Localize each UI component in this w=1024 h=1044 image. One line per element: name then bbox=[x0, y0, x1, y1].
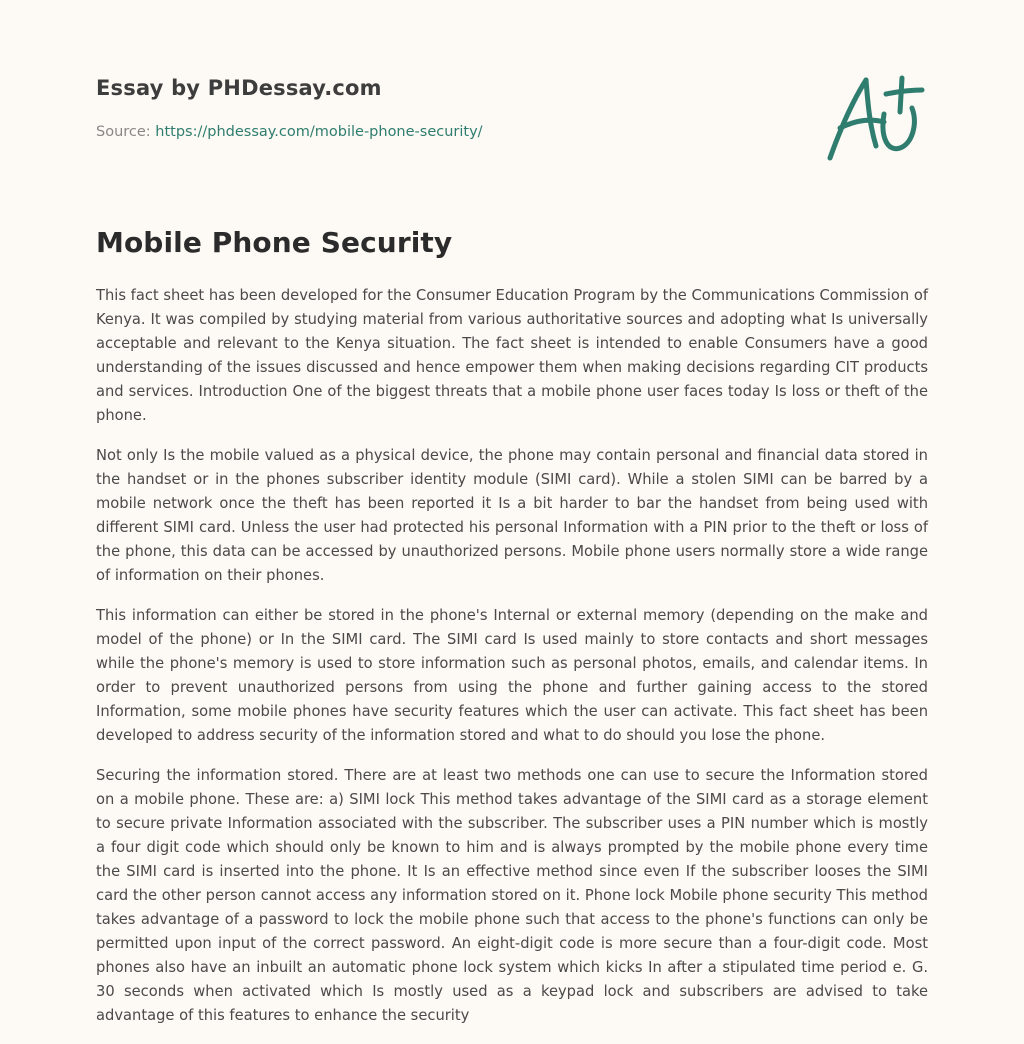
article-paragraph: Securing the information stored. There are at least two methods one can use to secure the Information stored on a mobile phone. These are: a) SIMI lock This method takes advantage of the SIMI card as a storage element to secure private Information associated with the subscriber. The subscriber uses a PIN number which is mostly a four digit code which should only be known to him and is always prompted by the mobile phone every time the SIMI card is inserted into the phone. It Is an effective method since even If the subscriber looses the SIMI card the other person cannot access any information stored on it. Phone lock Mobile phone security This method takes advantage of a password to lock the mobile phone such that access to the phone's functions can only be permitted upon input of the correct password. An eight-digit code is more secure than a four-digit code. Most phones also have an inbuilt an automatic phone lock system which kicks In after a stipulated time period e. G. 30 seconds when activated which Is mostly used as a keypad lock and subscribers are advised to take advantage of this features to enhance the security bbox=[96, 767, 928, 1024]
source-link[interactable]: https://phdessay.com/mobile-phone-security/ bbox=[155, 124, 483, 140]
article-title: Mobile Phone Security bbox=[96, 226, 453, 259]
article-body bbox=[96, 284, 928, 1044]
a-plus-grade-logo-icon bbox=[822, 68, 928, 164]
article-paragraph: This information can either be stored in the phone's Internal or external memory (depending on the make and model of the phone) or In the SIMI card. The SIMI card Is used mainly to store contacts and short messages while the phone's memory is used to store information such as personal photos, emails, and calendar items. In order to prevent unauthorized persons from using the phone and further gaining access to the stored Information, some mobile phones have security features which the user can activate. This fact sheet has been developed to address security of the information stored and what to do should you lose the phone. bbox=[96, 607, 928, 744]
page-header bbox=[96, 76, 928, 140]
article-paragraph: This fact sheet has been developed for the Consumer Education Program by the Communications Commission of Kenya. It was compiled by studying material from various authoritative sources and adopting what Is universally acceptable and relevant to the Kenya situation. The fact sheet is intended to enable Consumers have a good understanding of the issues discussed and hence empower them when making decisions regarding CIT products and services. Introduction One of the biggest threats that a mobile phone user faces today Is loss or theft of the phone. bbox=[96, 287, 928, 424]
brand-title: Essay by PHDessay.com bbox=[96, 76, 382, 100]
source-line bbox=[96, 124, 928, 140]
article-paragraph: Not only Is the mobile valued as a physical device, the phone may contain personal and financial data stored in the handset or in the phones subscriber identity module (SIMI card). While a stolen SIMI can be barred by a mobile network once the theft has been reported it Is a bit harder to bar the handset from being used with different SIMI card. Unless the user had protected his personal Information with a PIN prior to the theft or loss of the phone, this data can be accessed by unauthorized persons. Mobile phone users normally store a wide range of information on their phones. bbox=[96, 447, 928, 584]
source-label: Source: bbox=[96, 124, 151, 140]
